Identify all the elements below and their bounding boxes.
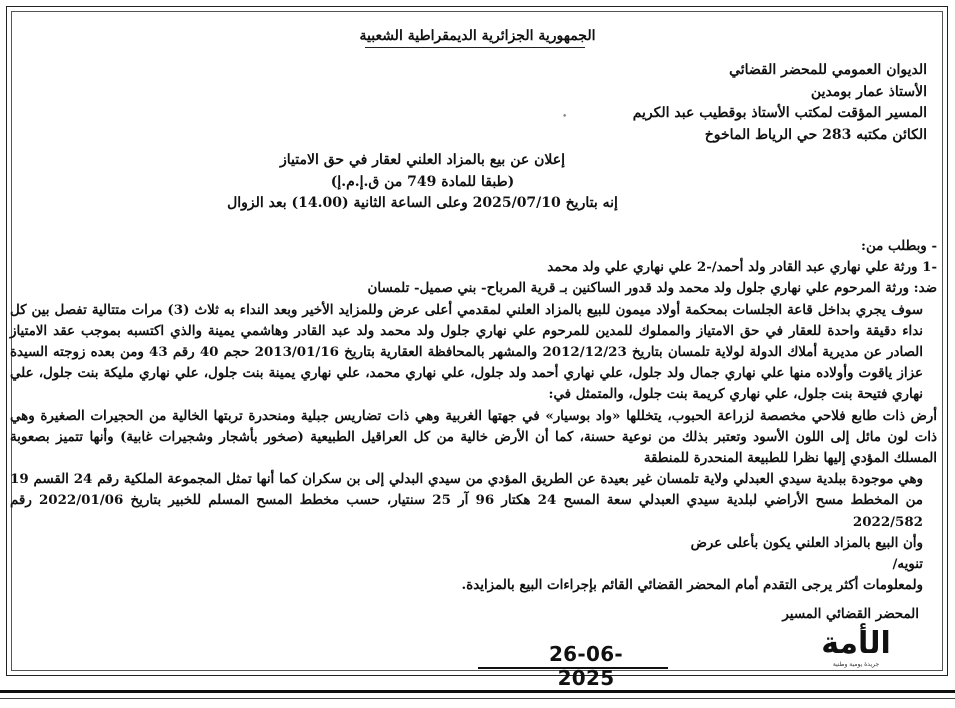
scan-speck: • [562,112,568,122]
notice-law-reference: (طبقا للمادة 749 من ق.إ.م.إ) [330,173,515,190]
land-description-paragraph: أرض ذات طابع فلاحي مخصصة لزراعة الحبوب، يتخللها «واد بوسيار» في جهتها الغربية وهي ذات تضاريس جبلية ومنحدرة تربتها الخالية من الحجيرات الصغيرة وهي ذات لون مائل إلى اللون الأسود وتعتبر بذلك من نوعية حسنة، كما أن الأرض خالية من كل العراقيل الطبيعية (صخور بأشجار وشجيرات غابية) وأنها تتميز بصعوبة المسلك المؤدي إليها نظرا للطبيعة المنحدرة للمنطقة [10,407,937,467]
republic-heading: الجمهورية الجزائرية الديمقراطية الشعبية [359,28,596,44]
office-line-4: الكائن مكتبه 283 حي الرياط الماخوخ [704,126,927,143]
footer-rule [0,690,955,693]
more-info-line: ولمعلومات أكثر يرجى التقدم أمام المحضر القضائي القائم بإجراءات البيع بالمزايدة. [461,577,923,594]
newspaper-logo-tagline: جريدة يومية وطنية [832,661,880,668]
note-label: تنويه/ [892,556,923,573]
office-line-2: الأستاذ عمار بومدين [810,83,927,100]
publication-date: 26-06-2025 [548,642,624,690]
highest-bid-clause: وأن البيع بالمزاد العلني يكون بأعلى عرض [690,534,923,551]
auction-paragraph: سوف يجري بداخل قاعة الجلسات بمحكمة أولاد ميمون للبيع بالمزاد العلني لمقدمي أعلى عرض وللمزايد الأخير وبعد النداء به ثلاث (3) مرات متتالية تفصل بين كل نداء دقيقة واحدة للعقار في حق الامتياز والمملوك للمدين للمرحوم علي نهاري جلول ولد محمد ولد عبد القادر وهاشمي يمينة والذي اكتسبه بموجب عقد الامتياز الصادر عن مديرية أملاك الدولة لولاية تلمسان بتاريخ 2012/12/23 والمشهر بالمحافظة العقارية بتاريخ 2013/01/16 حجم 40 رقم 43 ومن بعده زوجته السيدة عزاز ياقوت وأولاده منها علي نهاري جمال ولد جلول، علي نهاري أحمد ولد جلول، علي نهاري محمد، علي نهاري يمينة بنت جلول، علي نهاري مليكة بنت جلول، علي نهاري فتيحة بنت جلول، علي نهاري كريمة بنت جلول، والمتمثل في: [10,301,923,403]
date-underline [478,667,668,669]
requesting-parties: -1 ورثة علي نهاري عبد القادر ولد أحمد/-2 علي نهاري علي ولد محمد [547,259,937,276]
land-location-paragraph: وهي موجودة ببلدية سيدي العبدلي ولاية تلمسان غير بعيدة عن الطريق المؤدي من سيدي البدلي إلى بن سكران كما أنها تمثل المجموعة الملكية رقم 24 القسم 19 من المخطط مسح الأراضي لبلدية سيدي العبدلي سعة المسح 24 هكتار 96 آر 25 سنتيار، حسب مخطط المسح المسلم للخبير بتاريخ 2022/01/06 رقم 2022/582 [10,471,923,530]
republic-underline [365,47,585,48]
notice-auction-date: إنه بتاريخ 2025/07/10 وعلى الساعة الثانية (14.00) بعد الزوال [227,195,618,211]
office-block [633,60,927,146]
notice-body [10,236,937,596]
office-line-1: الديوان العمومي للمحضر القضائي [729,62,927,78]
notice-title: إعلان عن بيع بالمزاد العلني لعقار في حق الامتياز [280,152,565,168]
requesting-party-label: - وبطلب من: [861,238,937,254]
notice-title-block [0,150,955,215]
signature-label: المحضر القضائي المسير [782,606,919,622]
newspaper-logo [796,628,916,670]
office-line-3: المسير المؤقت لمكتب الأستاذ بوقطيب عبد الكريم [632,105,927,121]
newspaper-logo-name: الأمة [821,626,891,661]
footer-rule-thin [0,698,955,699]
opposing-party: ضد: ورثة المرحوم علي نهاري جلول ولد محمد ولد قدور الساكنين بـ قرية المرباح- بني صميل- تلمسان [367,280,937,297]
